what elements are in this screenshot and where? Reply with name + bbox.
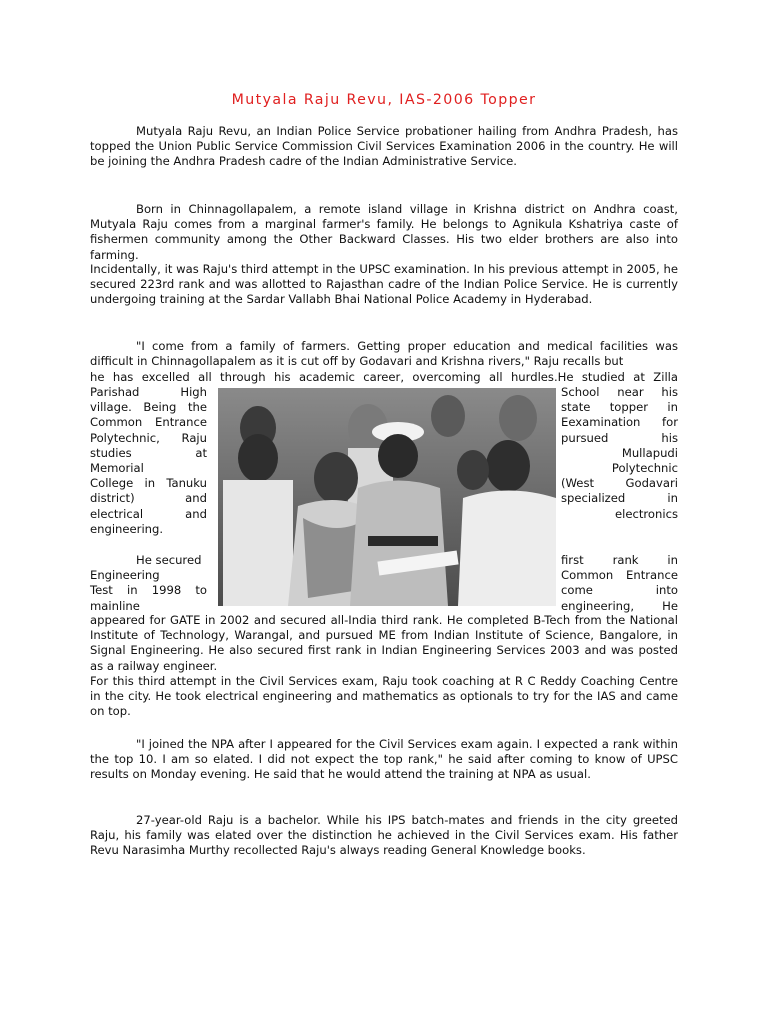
wrap-right-line: engineering, He: [561, 598, 678, 613]
wrap-right-line: state topper in: [561, 400, 678, 415]
wrap-left-line: Common Entrance: [90, 415, 207, 430]
wrap-left-line: mainline: [90, 598, 140, 613]
wrap-right-line: Polytechnic: [611, 460, 678, 475]
wrap-right-line: (West Godavari: [561, 476, 678, 491]
wrap-right-line: electronics: [615, 506, 678, 521]
wrap-left-line: College in Tanuku: [90, 476, 207, 491]
wrap-right-line: specialized in: [561, 491, 678, 506]
paragraph-family: 27-year-old Raju is a bachelor. While his IPS batch-mates and friends in the city greeted Raju, his family was elated over the distinction he achieved in the Civil Services exam. His father Revu Narasimha Murthy recollected Raju's always reading General Knowledge books.: [90, 813, 678, 858]
wrap-left-line: Memorial: [90, 460, 144, 475]
wrap-left-line: village. Being the: [90, 400, 207, 415]
paragraph-coaching: For this third attempt in the Civil Services exam, Raju took coaching at R C Reddy Coaching Centre in the city. He took electrical engineering and mathematics as optionals to try for the IAS and came on top.: [90, 674, 678, 719]
wrap-right-column-2: [561, 553, 678, 614]
wrap-left-line: district) and: [90, 491, 207, 506]
wrap-left-line: Parishad High: [90, 385, 207, 399]
wrap-right-line: Common Entrance: [561, 568, 678, 583]
paragraph-quote-line: he has excelled all through his academic career, overcoming all hurdles.He studied at Zilla: [90, 370, 678, 384]
wrap-left-line: Test in 1998 to: [90, 583, 207, 598]
paragraph-quote-npa: "I joined the NPA after I appeared for the Civil Services exam again. I expected a rank within the top 10. I am so elated. I did not expect the top rank," he said after coming to know of UPSC results on Monday evening. He said that he would attend the training at NPA as usual.: [90, 737, 678, 782]
wrap-left-line: engineering.: [90, 521, 164, 536]
paragraph-education: appeared for GATE in 2002 and secured all-India third rank. He completed B-Tech from the National Institute of Technology, Warangal, and pursued ME from Indian Institute of Science, Bangalore, in Signal Engineering. He also secured first rank in Indian Engineering Services 2003 and was posted as a railway engineer.: [90, 613, 678, 673]
photo-illustration: [218, 388, 556, 606]
wrap-right-line: Eexamination for: [561, 415, 678, 430]
wrap-right-line: Mullapudi: [621, 445, 678, 460]
paragraph-attempts: Incidentally, it was Raju's third attempt in the UPSC examination. In his previous attempt in 2005, he secured 223rd rank and was allotted to Rajasthan cadre of the Indian Police Service. He is currently undergoing training at the Sardar Vallabh Bhai National Police Academy in Hyderabad.: [90, 262, 678, 307]
wrap-left-line: electrical and: [90, 506, 207, 521]
wrap-left-column: [90, 385, 207, 537]
wrap-right-line: come into: [561, 583, 678, 598]
wrap-left-line: He secured: [136, 553, 202, 567]
news-photo: [218, 388, 556, 606]
wrap-left-line: Engineering: [90, 568, 160, 583]
wrap-left-line: studies at: [90, 445, 207, 460]
wrap-right-line: School near his: [561, 385, 678, 399]
paragraph-background: Born in Chinnagollapalem, a remote island village in Krishna district on Andhra coast, Mutyala Raju comes from a marginal farmer's family. He belongs to Agnikula Kshatriya caste of fishermen community among the Other Backward Classes. His two elder brothers are also into farming.: [90, 202, 678, 262]
wrap-right-line: first rank in: [561, 553, 678, 567]
wrap-left-column-2: [90, 553, 207, 614]
page-title: Mutyala Raju Revu, IAS-2006 Topper: [231, 92, 537, 108]
wrap-left-line: Polytechnic, Raju: [90, 430, 207, 445]
wrap-right-column: [561, 385, 678, 522]
paragraph-intro: Mutyala Raju Revu, an Indian Police Service probationer hailing from Andhra Pradesh, has topped the Union Public Service Commission Civil Services Examination 2006 in the country. He will be joining the Andhra Pradesh cadre of the Indian Administrative Service.: [90, 124, 678, 169]
wrap-right-line: pursued his: [561, 430, 678, 445]
paragraph-quote-farmers: "I come from a family of farmers. Getting proper education and medical facilities was difficult in Chinnagollapalem as it is cut off by Godavari and Krishna rivers," Raju recalls but: [90, 339, 678, 369]
